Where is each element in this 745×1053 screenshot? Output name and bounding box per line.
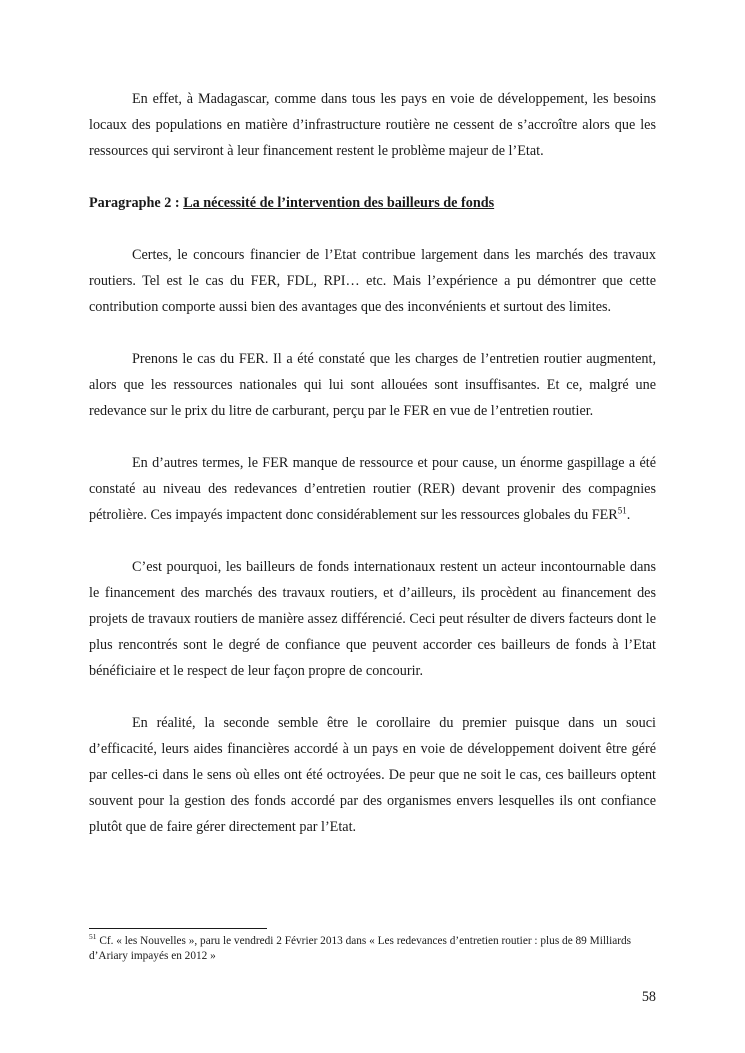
paragraph-2: Certes, le concours financier de l’Etat contribue largement dans les marchés des travaux routiers. Tel est le cas du FER, FDL, RPI… etc. Mais l’expérience a pu démontrer que cette contribution comporte aussi bien des avantages que des inconvénients et surtout des limites.: [89, 247, 656, 315]
paragraph-4: [89, 450, 656, 528]
footnote-reference[interactable]: 51: [617, 505, 627, 516]
paragraph-3: Prenons le cas du FER. Il a été constaté que les charges de l’entretien routier augmentent, alors que les ressources nationales qui lui sont allouées sont insuffisantes. Et ce, malgré une redevance sur le prix du litre de carburant, perçu par le FER en vue de l’entretien routier.: [89, 351, 656, 419]
paragraph-4-end: .: [626, 507, 631, 523]
heading-title: La nécessité de l’intervention des bailleurs de fonds: [183, 195, 495, 211]
footnote-number: 51: [89, 932, 97, 942]
footnote: [89, 934, 659, 964]
paragraph-4-text: En d’autres termes, le FER manque de ressource et pour cause, un énorme gaspillage a été constaté au niveau des redevances d’entretien routier (RER) devant provenir des compagnies pétrolière. Ces impayés impactent donc considérablement sur les ressources globales du FER: [89, 455, 656, 523]
page-body: [89, 86, 656, 840]
footnote-separator: [89, 928, 267, 929]
footnote-text: Cf. « les Nouvelles », paru le vendredi 2 Février 2013 dans « Les redevances d’entretien routier : plus de 89 Milliards d’Ariary impayés en 2012 »: [89, 935, 632, 962]
paragraph-5: C’est pourquoi, les bailleurs de fonds internationaux restent un acteur incontournable dans le financement des marchés des travaux routiers, et d’ailleurs, ils procèdent au financement des projets de travaux routiers de manière assez différencié. Ceci peut résulter de divers facteurs dont le plus rencontrés sont le degré de confiance que peuvent accorder ces bailleurs de fonds à l’Etat bénéficiaire et le respect de leur façon propre de concourir.: [89, 559, 656, 679]
page-number: 58: [641, 989, 656, 1005]
paragraph-1: En effet, à Madagascar, comme dans tous les pays en voie de développement, les besoins locaux des populations en matière d’infrastructure routière ne cessent de s’accroître alors que les ressources qui serviront à leur financement restent le problème majeur de l’Etat.: [89, 91, 656, 159]
paragraph-6: En réalité, la seconde semble être le corollaire du premier puisque dans un souci d’efficacité, leurs aides financières accordé à un pays en voie de développement doivent être géré par celles-ci dans le sens où elles ont été octroyées. De peur que ne soit le cas, ces bailleurs optent souvent pour la gestion des fonds accordé par des organismes envers lesquelles ils ont confiance plutôt que de faire gérer directement par l’Etat.: [89, 715, 656, 835]
heading-prefix: Paragraphe 2 :: [89, 195, 184, 211]
section-heading: [89, 190, 656, 216]
